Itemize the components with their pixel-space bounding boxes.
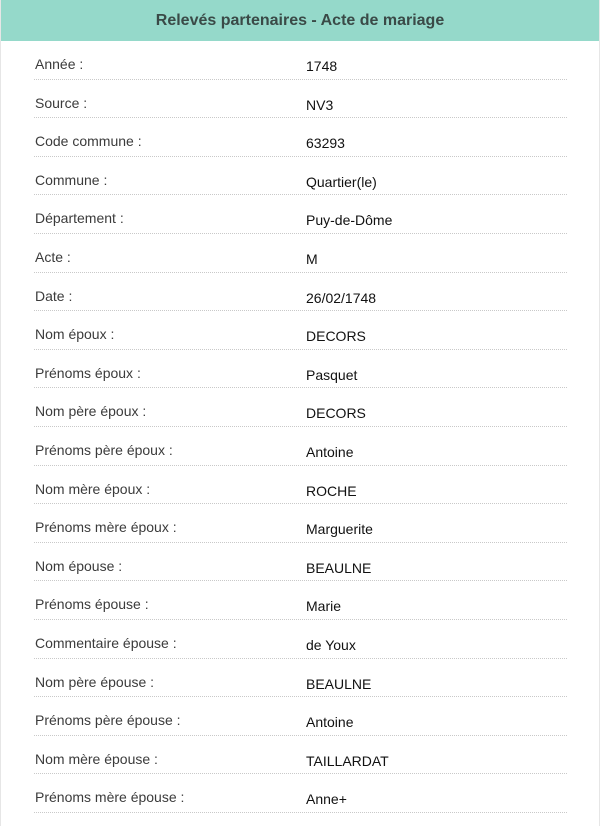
field-label: Date : [35,287,73,304]
field-value: Pasquet [306,366,358,383]
field-label: Année : [35,56,84,72]
field-value: de Youx [306,636,356,653]
field-label: Département : [35,210,124,227]
record-row [34,504,567,543]
record-row [34,543,567,582]
record-row [34,774,567,813]
record-row [34,41,567,80]
record-row [34,80,567,119]
record-row [34,195,567,234]
field-label: Nom mère épouse : [35,750,158,767]
field-value: TAILLARDAT [306,752,389,769]
field-value: M [306,250,318,267]
record-row [34,388,567,427]
record-row [34,118,567,157]
field-value: ROCHE [306,482,357,499]
field-value: Quartier(le) [306,173,377,190]
field-label: Nom épouse : [35,557,123,574]
record-row [34,350,567,389]
record-row [34,311,567,350]
page-title: Relevés partenaires - Acte de mariage [155,11,445,29]
field-value: Marguerite [306,521,373,538]
field-label: Commentaire épouse : [35,634,177,651]
field-value: NV3 [306,96,334,113]
field-label: Prénoms époux : [35,364,141,381]
field-value: Antoine [306,714,354,731]
field-label: Nom mère époux : [35,480,151,497]
field-value: 63293 [306,135,345,152]
record-row [34,466,567,505]
record-row [34,736,567,775]
field-label: Nom père épouse : [35,673,155,690]
field-label: Source : [35,94,88,111]
field-label: Commune : [35,171,108,188]
field-label: Prénoms mère époux : [35,519,177,536]
field-label: Prénoms épouse : [35,596,149,613]
field-value: Puy-de-Dôme [306,212,393,229]
field-value: BEAULNE [306,675,372,692]
record-list [1,41,599,813]
field-label: Prénoms mère épouse : [35,789,185,806]
field-label: Prénoms père époux : [35,441,173,458]
field-value: DECORS [306,328,366,345]
field-value: Anne+ [306,791,347,808]
field-label: Nom père époux : [35,403,147,420]
field-label: Prénoms père épouse : [35,712,181,729]
field-value: BEAULNE [306,559,372,576]
field-value: DECORS [306,405,366,422]
record-row [34,234,567,273]
field-value: Marie [306,598,342,615]
field-value: 1748 [306,58,338,74]
field-label: Nom époux : [35,326,115,343]
record-row [34,581,567,620]
field-label: Code commune : [35,133,142,150]
field-value: 26/02/1748 [306,289,377,306]
panel-header [1,0,599,41]
record-row [34,427,567,466]
record-row [34,697,567,736]
record-row [34,273,567,312]
record-row [34,157,567,196]
field-label: Acte : [35,248,71,265]
record-row [34,659,567,698]
field-value: Antoine [306,443,354,460]
record-row [34,620,567,659]
